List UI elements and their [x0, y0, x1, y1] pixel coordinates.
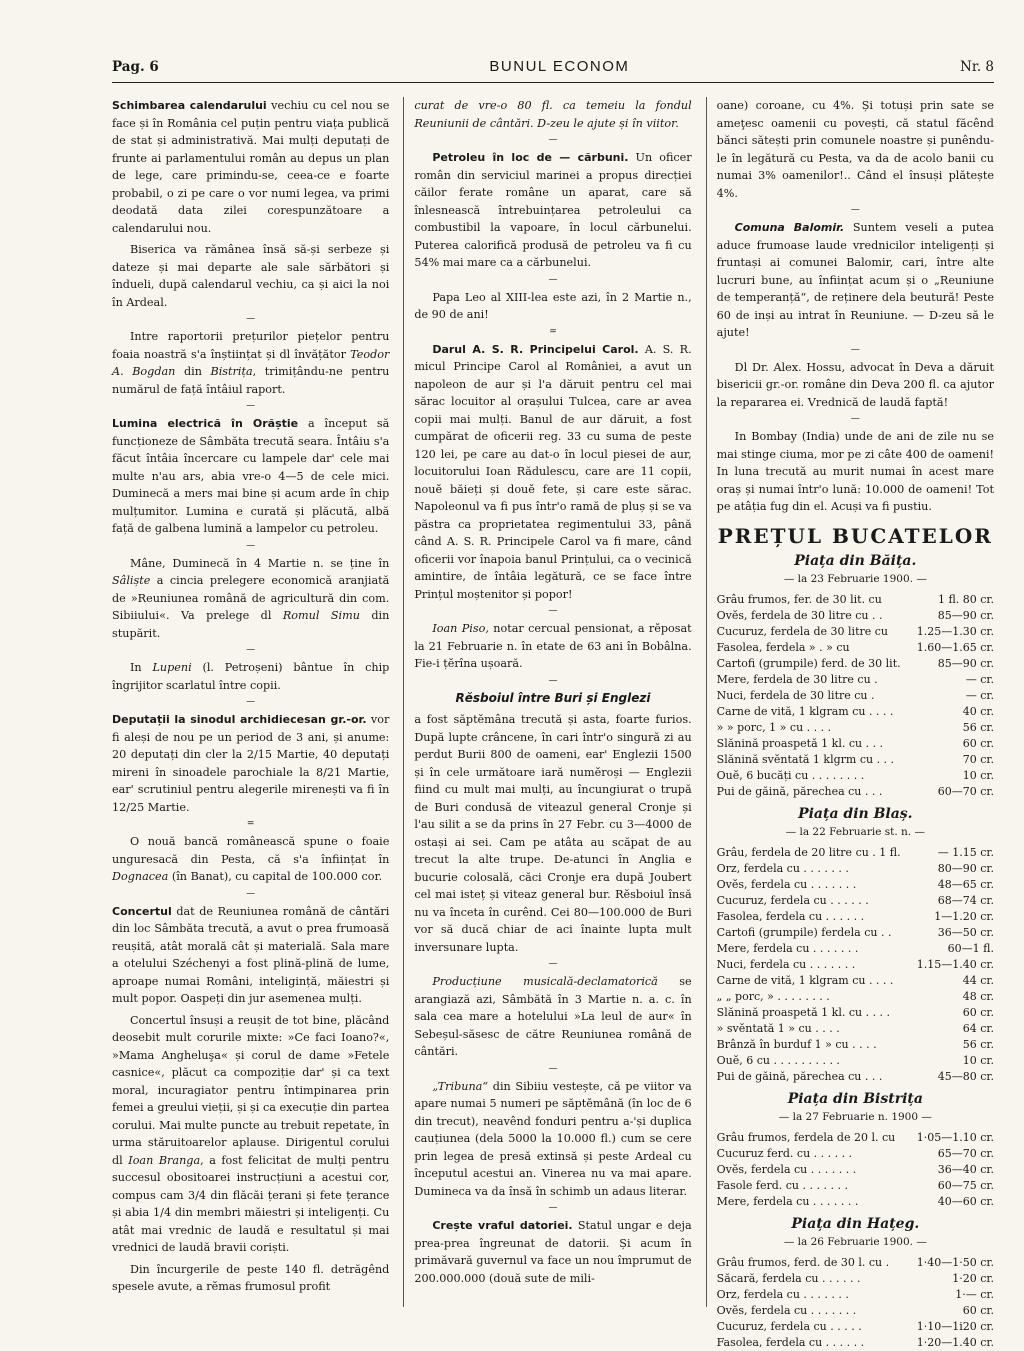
price-row: [717, 704, 994, 720]
price-value: — 1.15 cr.: [937, 846, 994, 859]
price-item: Grâu frumos, fer. de 30 lit. cu: [716, 593, 882, 606]
productie-article: [414, 973, 691, 1061]
concert-text: dat de Reuniunea română de cântări din loc Sâmbăta trecută, a avut o prea frumoasă reușită, atât morală cât și materială. Sala mare a otelului Széchenyi a fost plină-plină de lume, aproape numai Români, inteligință, măiestri și mult popor. Oaspeți din jur asemenea mulți.: [112, 904, 390, 1005]
price-value: 10 cr.: [962, 769, 994, 782]
price-item: Cucuruz, ferdela de 30 litre cu: [716, 625, 889, 638]
piso-article: [414, 620, 691, 673]
price-row: [717, 720, 994, 736]
price-row: [717, 1271, 994, 1287]
price-row: [717, 1303, 994, 1319]
razboi-heading: Rĕsboiul între Buri și Englezi: [455, 690, 651, 705]
divider: —: [246, 401, 256, 411]
price-row: [717, 877, 994, 893]
papa-text: Papa Leo al XIII-lea este azi, în 2 Martie n., de 90 de ani!: [414, 290, 692, 321]
price-item: Ovĕs, ferdela cu . . . . . . .: [716, 1163, 857, 1176]
price-value: 1·— cr.: [955, 1288, 994, 1301]
balomir-article: [717, 219, 994, 342]
price-item: Carne de vită, 1 klgram cu . . . .: [716, 974, 894, 987]
price-row: [717, 1194, 994, 1210]
market-title: Piața din Hațeg.: [791, 1216, 920, 1232]
price-row: [717, 957, 994, 973]
running-head: [112, 58, 994, 80]
price-row: [717, 752, 994, 768]
razboi-text: a fost săptĕmâna trecută și asta, foarte furios. După lupte crâncene, în cari într'o singură zi au perdut Burii 800 de oameni, ear' Englezii 1500 și în cele următoare iară numĕroși — Englezii fiind cu mult mai mulți, au încungiurat o trupă de Buri condusă de viteazul general Cronje și l'au silit a se da prins în 27 Febr. cu 3—4000 de ostași ai sei. Cam pe atâta au scăpat de au trecut la alte trupe. De-atunci în Anglia e bucurie colosală, căci Cronje era după Joubert cel mai isteț și viteaz general bur. Rĕsboiul însă nu va înceta în curênd. Cei 80—100.000 de Buri vor să ducă chiar de aci înainte lupta mult inversunare lupta.: [414, 713, 692, 954]
price-value: 1·10—1i20 cr.: [916, 1320, 994, 1333]
lupeni-text-a: In: [130, 661, 153, 674]
lumina-heading: Lumina electrică în Orăștie: [112, 417, 299, 430]
price-row: [717, 973, 994, 989]
banca-article: [112, 833, 389, 886]
price-value: 1.60—1.65 cr.: [916, 641, 994, 654]
price-item: Ouĕ, 6 bucăți cu . . . . . . . .: [716, 769, 865, 782]
price-row: [717, 768, 994, 784]
banca-place: Dognacea: [112, 870, 169, 883]
price-row: [717, 1287, 994, 1303]
bombay-text: In Bombay (India) unde de ani de zile nu se mai stinge ciuma, mor pe zi câte 400 de oameni! In luna trecută au murit numai în acest mare oraș și numai într'o lună: 10.000 de oameni! Tot pe atâția fug din el. Acuși va fi pustiu.: [716, 430, 994, 513]
price-item: Cucuruz ferd. cu . . . . . .: [716, 1147, 853, 1160]
markets-list: [717, 553, 994, 1351]
divider: —: [246, 645, 256, 655]
price-row: [717, 1335, 994, 1351]
divider: —: [850, 414, 860, 424]
price-item: Grâu, ferdela de 20 litre cu . 1 fl.: [716, 846, 901, 859]
divider: —: [548, 675, 558, 686]
calendar-text-2: Biserica va rămânea însă să-și serbeze și dateze și mai departe ale sale sărbători și îndueli, după calendarul vechiu, ca și aici la noi în Ardeal.: [112, 243, 390, 309]
price-value: — cr.: [965, 689, 994, 702]
price-row: [717, 736, 994, 752]
price-item: Ovĕs, ferdela de 30 litre cu . .: [716, 609, 883, 622]
divider: —: [246, 888, 256, 899]
price-value: 1—1.20 cr.: [934, 910, 994, 923]
price-row: [717, 640, 994, 656]
divider: —: [548, 606, 558, 616]
price-value: 40 cr.: [962, 705, 994, 718]
divider: —: [548, 135, 558, 145]
banca-text-a: O nouă bancă românească spune o foaie unguresacă din Pesta, că s'a înființat în: [112, 835, 390, 866]
price-value: 1.15—1.40 cr.: [916, 958, 994, 971]
divider: —: [548, 1203, 558, 1213]
raport-article: [112, 328, 389, 398]
petrol-text: Un oficer român din serviciul marinei a propus direcției căilor ferate române un aparat, care să înlesnească întrebuințarea petroleului ca combustibil la vapoare, în locul cărbunelui. Puterea calorifică produsă de petroleu va fi cu 54% mai mare ca a cărbunelui.: [414, 151, 692, 269]
price-value: 85—90 cr.: [937, 609, 994, 622]
price-row: [717, 845, 994, 861]
divider: =: [549, 326, 557, 337]
lupeni-article: [112, 659, 389, 694]
price-value: 45—80 cr.: [937, 1070, 994, 1083]
productie-text: se arangiază azi, Sâmbătă în 3 Martie n. a. c. în sala cea mare a hotelului »La leul de aur« în Sebeșul-săsesc de către Reuniunea română de cântări.: [414, 975, 692, 1058]
columns: [112, 97, 994, 1349]
price-item: Slănină proaspetă 1 kl. cu . . . .: [716, 1006, 891, 1019]
market-date: — la 27 Februarie n. 1900 —: [778, 1110, 932, 1123]
maine-text-a: Mâne, Duminecă în 4 Martie n. se ține în: [130, 556, 390, 570]
price-value: 44 cr.: [962, 974, 994, 987]
price-row: [717, 624, 994, 640]
price-item: Grâu frumos, ferd. de 30 l. cu .: [716, 1256, 890, 1269]
newspaper-title: BUNUL ECONOM: [489, 58, 630, 75]
concert-text-2b: , a fost felicitat de mulți pentru succesul obositoarei instrucțiuni a acestui cor, compus cam 3/4 din flăcăi țerani și fete țerance și abia 1/4 din membri măiestri și inteligenți. Cu atât mai vrednic de laudă e resultatul și mai vrednici de laudă bravii coriști.: [112, 1153, 390, 1254]
curat-text: curat de vre-o 80 fl. ca temeiu la fondul Reuniunii de cântări. D-zeu le ajute și în viitor.: [414, 99, 692, 130]
concert-name: Ioan Branga: [128, 1153, 201, 1167]
price-value: 1·05—1.10 cr.: [916, 1131, 994, 1144]
deputati-heading: Deputații la sinodul archidiecesan gr.-or.: [112, 713, 367, 726]
raport-place: Bistrița: [210, 365, 253, 378]
price-item: Grâu frumos, ferdela de 20 l. cu: [716, 1131, 896, 1144]
calendar-text: vechiu cu cel nou se face și în România cel puțin pentru viața publică de stat și administrativă. Mai mulți deputați de frunte ai parlamentului român au depus un plan de lege, care primindu-se, ceea-ce e foarte probabil, o zi pe care o vor numi legea, va primi deodată data zilei corespunzătoare a calendarului nou.: [112, 99, 390, 235]
price-row: [717, 1021, 994, 1037]
price-value: 64 cr.: [962, 1022, 994, 1035]
price-row: [717, 592, 994, 608]
productie-heading: Producțiune musicală-declamatorică: [432, 975, 658, 988]
price-item: Fasolea, ferdela cu . . . . . .: [716, 910, 865, 923]
divider: —: [246, 540, 256, 551]
maine-place: Sâliște: [112, 574, 151, 587]
price-row: [717, 672, 994, 688]
lumina-article: [112, 415, 389, 538]
lumina-text: a început să funcționeze de Sâmbăta trecută seara. Întâiu s'a făcut întâia încercare cu lampele dar' cele mai multe n'au ars, abia vre-o 4—5 de cele mici. Duminecă a mers mai bine și acum arde în chip mulțumitor. Lumina e curată și plăcută, albă față de galbena lumină a lampelor cu petroleu.: [112, 417, 390, 535]
price-value: 60—70 cr.: [937, 785, 994, 798]
price-row: [717, 688, 994, 704]
price-row: [717, 1037, 994, 1053]
price-item: Pui de găină, părechea cu . . .: [716, 1070, 883, 1083]
price-value: 56 cr.: [962, 1038, 994, 1051]
petrol-article: [414, 149, 691, 272]
price-item: » » porc, 1 » cu . . . .: [716, 721, 832, 734]
tribuna-name: „Tribuna“: [432, 1079, 489, 1093]
darul-heading: Darul A. S. R. Principelui Carol.: [432, 342, 639, 356]
deputati-article: [112, 711, 389, 816]
price-value: 60 cr.: [962, 737, 994, 750]
price-value: 60—75 cr.: [937, 1179, 994, 1192]
price-item: Ouĕ, 6 cu . . . . . . . . . .: [716, 1054, 840, 1067]
balomir-heading: Comuna Balomir.: [734, 221, 845, 234]
price-item: Orz, ferdela cu . . . . . . .: [716, 862, 849, 875]
price-item: Nuci, ferdela de 30 litre cu .: [716, 689, 875, 702]
datorie-article: [414, 1217, 691, 1287]
concert-article: [112, 903, 389, 1008]
price-item: Mere, ferdela cu . . . . . . .: [716, 942, 859, 955]
price-row: [717, 1255, 994, 1271]
petrol-heading: Petroleu în loc de — cărbuni.: [432, 151, 629, 164]
price-value: 68—74 cr.: [937, 894, 994, 907]
maine-text-c: din stupărit.: [112, 609, 390, 640]
price-row: [717, 1319, 994, 1335]
price-row: [717, 893, 994, 909]
razboi-heading-line: [414, 690, 691, 708]
price-row: [717, 784, 994, 800]
lupeni-text-b: (l. Petroșeni) bântue în chip îngrijitor scarlatul între copii.: [112, 661, 390, 692]
issue-number: Nr. 8: [960, 59, 994, 75]
price-row: [717, 1053, 994, 1069]
tribuna-article: [414, 1078, 691, 1201]
price-item: Cucuruz, ferdela cu . . . . .: [716, 1320, 862, 1333]
price-item: Fasolea, ferdela » . » cu: [716, 641, 850, 654]
price-item: Ovĕs, ferdela cu . . . . . . .: [716, 878, 857, 891]
column-3: [706, 97, 994, 1349]
market-date: — la 22 Februarie st. n. —: [785, 825, 925, 838]
calendar-article: [112, 97, 389, 237]
price-row: [717, 941, 994, 957]
price-value: 60 cr.: [962, 1006, 994, 1019]
divider: —: [548, 274, 558, 285]
prices-title: PREȚUL BUCATELOR: [717, 523, 993, 548]
price-item: „ „ porc, » . . . . . . . .: [716, 990, 830, 1003]
concert-text-2: [112, 1012, 389, 1257]
price-value: 40—60 cr.: [937, 1195, 994, 1208]
raport-text-b: din: [175, 365, 211, 378]
price-value: 85—90 cr.: [937, 657, 994, 670]
price-item: Pui de găină, părechea cu . . .: [716, 785, 883, 798]
divider: —: [246, 314, 256, 324]
price-row: [717, 861, 994, 877]
price-row: [717, 1162, 994, 1178]
price-item: Cartofi (grumpile) ferd. de 30 lit.: [716, 657, 901, 670]
page-number: Pag. 6: [112, 59, 159, 75]
price-value: 70 cr.: [962, 753, 994, 766]
price-value: 10 cr.: [962, 1054, 994, 1067]
datorie-text: Statul ungar e deja prea-prea îngreunat de datorii. Și acum în primăvară guvernul va face un nou împrumut de 200.000.000 (două sute de mili-: [414, 1219, 692, 1285]
maine-article: [112, 555, 389, 643]
price-value: 60 cr.: [962, 1304, 994, 1317]
price-value: 48 cr.: [962, 990, 994, 1003]
market-title: Piața din Bistrița: [787, 1091, 923, 1107]
price-value: 48—65 cr.: [937, 878, 994, 891]
price-row: [717, 1005, 994, 1021]
raport-text-c: , trimițându-ne pentru numărul de față întâiul raport.: [112, 365, 390, 396]
price-row: [717, 1069, 994, 1085]
maine-name: Romul Simu: [282, 609, 360, 622]
price-row: [717, 989, 994, 1005]
divider: =: [246, 819, 255, 829]
market-title: Piața din Blaș.: [798, 806, 913, 822]
price-item: Ovĕs, ferdela cu . . . . . . .: [716, 1304, 857, 1317]
price-value: 80—90 cr.: [937, 862, 994, 875]
price-item: Nuci, ferdela cu . . . . . . .: [716, 958, 856, 971]
price-row: [717, 925, 994, 941]
price-value: 36—40 cr.: [937, 1163, 994, 1176]
market-title: Piața din Băița.: [794, 553, 917, 569]
price-row: [717, 1146, 994, 1162]
price-item: Fasolea, ferdela cu . . . . . .: [716, 1336, 865, 1349]
market-date: — la 23 Februarie 1900. —: [783, 572, 927, 585]
price-item: Săcară, ferdela cu . . . . . .: [716, 1272, 861, 1285]
column-2: [403, 97, 691, 1307]
price-item: Carne de vită, 1 klgram cu . . . .: [716, 705, 894, 718]
price-item: Cucuruz, ferdela cu . . . . . .: [716, 894, 869, 907]
price-item: Slănină svĕntată 1 klgrm cu . . .: [716, 753, 895, 766]
price-row: [717, 1130, 994, 1146]
divider: —: [548, 959, 558, 969]
tribuna-text: din Sibiiu vestește, că pe viitor va apare numai 5 numeri pe săptĕmână (în loc de 6 din trecut), neavênd fonduri pentru a-'și duplica cauțiunea (dela 5000 la 10.000 fl.) cum se cere prin legea de presă extinsă și peste Ardeal cu începutul acestui an. Vinerea nu va mai apare. Dumineca va da însă în schimb un adaus literar.: [414, 1079, 692, 1198]
concert-heading: Concertul: [112, 904, 172, 918]
price-item: Cartofi (grumpile) ferdela cu . .: [716, 926, 892, 939]
price-value: 65—70 cr.: [937, 1147, 994, 1160]
price-value: 1·20 cr.: [952, 1272, 994, 1285]
lupeni-place: Lupeni: [152, 661, 192, 674]
banca-text-b: (în Banat), cu capital de 100.000 cor.: [168, 870, 383, 883]
price-row: [717, 608, 994, 624]
price-row: [717, 656, 994, 672]
darul-text: A. S. R. micul Principe Carol al României, a avut un napoleon de aur și l'a dăruit pentru cel mai sărac locuitor al orașului Tulcea, care ar avea copii mai mulți. Banul de aur dăruit, a fost cumpărat de oficerii reg. 33 cu suma de peste 120 lei, pe care au dat-o în locul piesei de aur, locuitorului Ioan Rădulescu, care are 11 copii, nouĕ băieți și douĕ fete, și care este sărac. Napoleonul va fi pus într'o ramă de pluș și se va păstra ca proprietatea regimentului 33, până când A. S. R. Principele Carol va fi mare, când oficerii vor înapoia banul Prințului, ca o vecinică amintire, de întâia legătură, ce se face între Prințul moștenitor și popor!: [414, 342, 692, 601]
market-date: — la 26 Februarie 1900. —: [783, 1235, 927, 1248]
hossu-text: Dl Dr. Alex. Hossu, advocat în Deva a dăruit bisericii gr.-or. române din Deva 200 fl. ca ajutor la repararea ei. Vrednică de laudă faptă!: [716, 360, 994, 409]
maine-text-b: a cincia prelegere economică aranjiată de »Reuniunea română de agricultură din com. Sibiiului«. Va prelege dl: [112, 574, 390, 622]
price-item: Mere, ferdela de 30 litre cu .: [716, 673, 878, 686]
column-1: [112, 97, 389, 1307]
concert-text-2a: Concertul însuși a reușit de tot bine, plăcând deosebit mult corurile mixte: »Ce faci Ioano?«, »Mama Angheluşa« și corul de dame »Fetele casnice«, plăcut ca compoziție dar' și ca text moral, incuragiator pentru întimpinarea prin femei a greului vieții, și și ca execuție din partea corului. Mai multe puncte au trebuit repetate, în urma stăruitoarelor aplause. Dirigentul corului dl: [112, 1013, 390, 1167]
price-value: — cr.: [965, 673, 994, 686]
piso-text: notar cercual pensionat, a rĕposat la 21 Februarie n. în etate de 63 ani în Bobâlna. Fie-i țĕrîna ușoară.: [414, 622, 692, 670]
divider: —: [548, 1063, 558, 1074]
divider: —: [850, 205, 860, 215]
deputati-text: vor fi aleși de nou pe un period de 3 ani, și anume: 20 deputați din cler la 2/15 Martie, 40 deputați mireni în sinoadele parochiale la 8/21 Martie, ear' scrutiniul pentru alegerile mirenești va fi în 12/25 Martie.: [112, 713, 390, 814]
divider: —: [850, 344, 860, 355]
price-item: Orz, ferdela cu . . . . . . .: [716, 1288, 849, 1301]
price-item: Slănină proaspetă 1 kl. cu . . .: [716, 737, 884, 750]
piso-name: Ioan Piso,: [432, 622, 489, 635]
price-value: 1·40—1·50 cr.: [916, 1256, 994, 1269]
price-value: 56 cr.: [962, 721, 994, 734]
price-value: 1·20—1.40 cr.: [916, 1336, 994, 1349]
datorie-heading: Crește vraful datoriei.: [432, 1219, 573, 1232]
price-item: Fasole ferd. cu . . . . . . .: [716, 1179, 848, 1192]
price-row: [717, 1178, 994, 1194]
oane-text: oane) coroane, cu 4%. Și totuși prin sate se ameţesc oamenii cu povești, că statul făcênd bănci sătești prin comunele noastre și punêndu-le în legătură cu Pesta, va da de acolo banii cu numai 3% oamenilor!.. Când el însuși plătește 4%.: [716, 99, 994, 200]
raport-name: Teodor A. Bogdan: [112, 347, 390, 378]
price-value: 1.25—1.30 cr.: [916, 625, 994, 638]
darul-article: [414, 341, 691, 604]
header-rule: [112, 82, 994, 83]
raport-text-a: Intre raportorii prețurilor piețelor pentru foaia noastră s'a înștiințat și dl învățător: [112, 330, 390, 361]
price-value: 36—50 cr.: [937, 926, 994, 939]
concert-text-3: Din încurgerile de peste 140 fl. detrăgênd spesele avute, a rĕmas frumosul profit: [112, 1262, 390, 1293]
calendar-heading: Schimbarea calendarului: [112, 99, 267, 112]
price-row: [717, 909, 994, 925]
price-item: Mere, ferdela cu . . . . . . .: [716, 1195, 859, 1208]
balomir-text: Suntem veseli a putea aduce frumoase laude vrednicilor inteligenți și fruntași ai comunei Balomir, cari, între alte lucruri bune, au înființat acum și o „Reuniune de temperanță“, de reținere dela beutură! Peste 60 de inși au intrat în Reuniune. — D-zeu să le ajute!: [716, 221, 994, 339]
price-value: 60—1 fl.: [947, 942, 994, 955]
price-item: » svĕntată 1 » cu . . . .: [716, 1022, 840, 1035]
price-value: 1 fl. 80 cr.: [937, 593, 994, 606]
divider: —: [246, 697, 256, 707]
price-item: Brânză în burduf 1 » cu . . . .: [716, 1038, 877, 1051]
